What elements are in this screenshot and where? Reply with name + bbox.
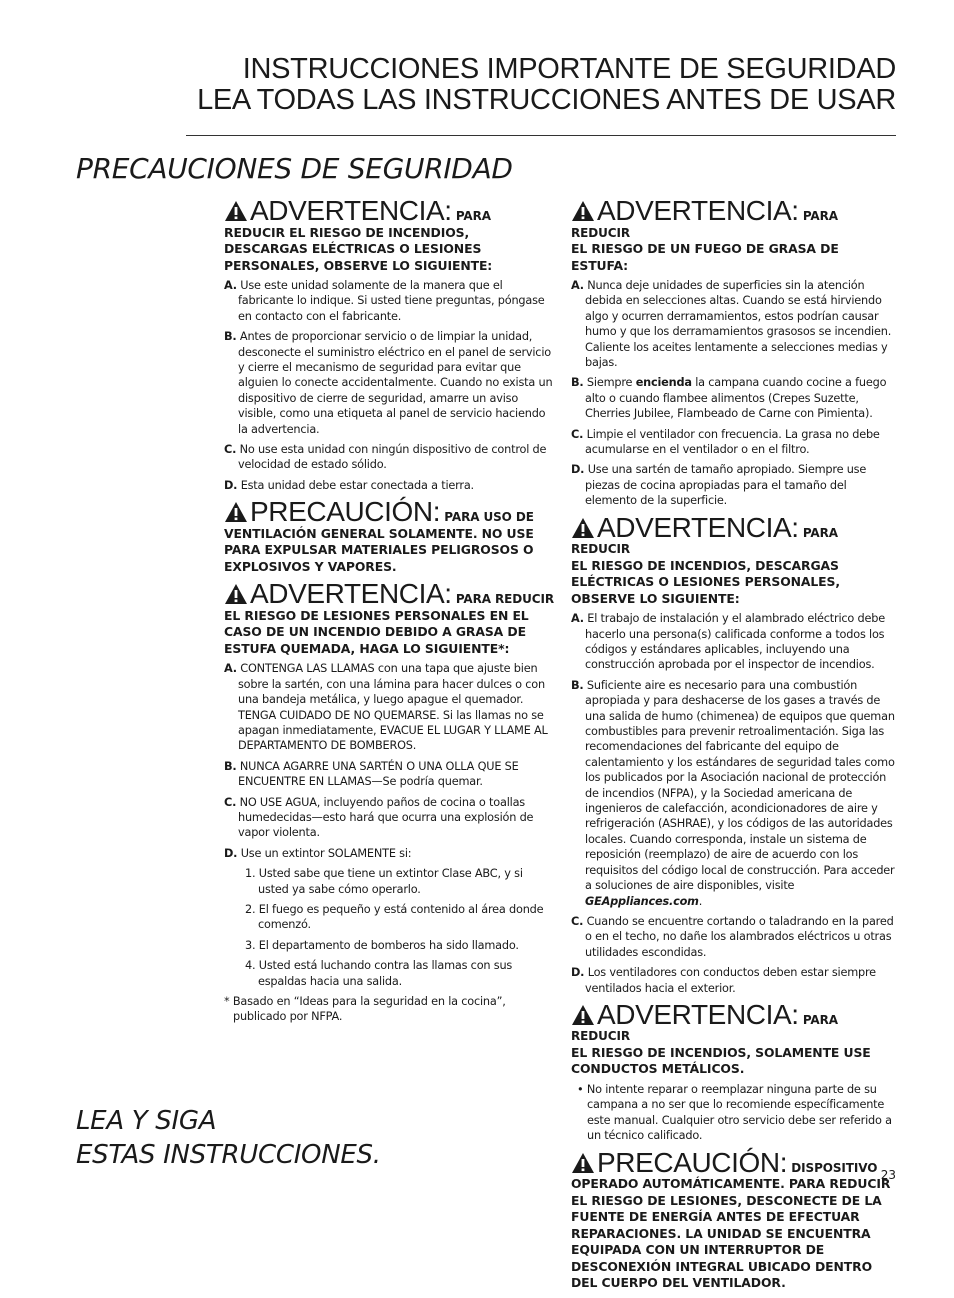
closing-statement [76,1104,381,1172]
warning-title [571,511,898,608]
caution-block [224,496,554,575]
warning-text: EL RIESGO DE INCENDIOS, DESCARGAS ELÉCTRICAS O LESIONES PERSONALES, OBSERVE LO SIGUIENTE: [571,557,840,606]
warning-lead: PARA [455,209,491,223]
list-item: A. El trabajo de instalación y el alambrado eléctrico debe hacerlo una persona(s) calificada conforme a todos los códigos y estándares aplicables, incluyendo una construcción aprobada por el inspector de incendios. [571,612,885,672]
warning-lead: PARA REDUCIR [571,209,838,240]
warning-lead: PARA REDUCIR [455,592,554,607]
warning-block [571,195,898,509]
warning-lead: PARA REDUCIR [571,1012,838,1044]
caution-block [571,1146,898,1292]
right-column [571,195,898,1298]
caution-title [571,1146,898,1292]
list-item: D. Los ventiladores con conductos deben estar siempre ventilados hacia el exterior. [571,966,876,995]
section-title: PRECAUCIONES DE SEGURIDAD [76,152,513,185]
list-item: C. Cuando se encuentre cortando o taladrando en la pared o en el techo, no dañe los alambrados eléctricos u otras utilidades escondidas. [571,914,894,959]
website-link[interactable]: GEAppliances.com [585,894,699,908]
list-item: B. NUNCA AGARRE UNA SARTÉN O UNA OLLA QUE SE ENCUENTRE EN LLAMAS—Se podría quemar. [224,759,519,789]
item-list [571,278,898,509]
warning-heading: ADVERTENCIA: [250,195,452,226]
list-item: A. Nunca deje unidades de superficies sin la atención debida en selecciones altas. Cuando se está hirviendo algo y ocurren derramamientos, estos podrían causar humo y que los derramamientos grasosos se incendien. Caliente los aceites lentamente a selecciones medias y bajas. [571,279,892,370]
warning-triangle-icon [224,583,248,605]
warning-block [224,578,554,1025]
bullet-item: • No intente reparar o reemplazar ninguna parte de su campana a no ser que lo recomiende específicamente este manual. Cualquier otro servicio debe ser referido a un técnico calificado. [577,1082,892,1143]
sub-list-item: 4. Usted está luchando contra las llamas con sus espaldas hacia una salida. [245,959,513,988]
warning-block [224,195,554,493]
warning-heading: ADVERTENCIA: [597,511,799,543]
header-line-2: LEA TODAS LAS INSTRUCCIONES ANTES DE USAR [197,84,896,116]
warning-triangle-icon [571,1004,595,1026]
left-column [224,195,554,1031]
footnote: * Basado en “Ideas para la seguridad en la cocina”, publicado por NFPA. [224,995,506,1024]
warning-text: EL RIESGO DE UN FUEGO DE GRASA DE ESTUFA: [571,241,839,273]
warning-block [571,511,898,996]
page-header [197,54,896,116]
warning-text: EL RIESGO DE LESIONES PERSONALES EN EL CASO DE UN INCENDIO DEBIDO A GRASA DE ESTUFA QUEMADA, HAGA LO SIGUIENTE*: [224,607,529,656]
warning-heading: ADVERTENCIA: [250,578,452,610]
warning-triangle-icon [571,1152,595,1174]
list-item: A. Use este unidad solamente de la manera que el fabricante lo indique. Si usted tiene preguntas, póngase en contacto con el fabricante. [224,279,545,323]
closing-line-2: ESTAS INSTRUCCIONES. [76,1140,381,1170]
list-item: D. Esta unidad debe estar conectada a tierra. [224,478,474,492]
warning-heading: ADVERTENCIA: [597,195,799,226]
caution-heading: PRECAUCIÓN: [250,496,441,528]
warning-triangle-icon [224,501,248,523]
list-item: B. Suficiente aire es necesario para una combustión apropiada y para deshacerse de los gases a través de una salida de humo (chimenea) de equipos que queman combustibles para prevenir retroalimentación. Siga las recomendaciones del fabricante del equipo de calentamiento y los estándares de seguridad tales como los publicados por la Asociación nacional de protección de incendios (NFPA), y la Sociedad americana de ingenieros de calefacción, acondicionadores de aire y refrigeración (ASHRAE), y los códigos de las autoridades locales. Cuando corresponda, instale un sistema de reposición (reemplazo) de aire de acuerdo con los requisitos del código local de construcción. Para acceder a soluciones de aire disponibles, visite GEAppliances.com. [571,678,895,908]
sub-list-item: 3. El departamento de bomberos ha sido llamado. [245,938,519,952]
list-item: B. Siempre encienda la campana cuando cocine a fuego alto o cuando flambee alimentos (Crepes Suzette, Cherries Jubilee, Flambeado de Carne con Pimienta). [571,376,887,421]
caution-title [224,496,554,575]
list-item: A. CONTENGA LAS LLAMAS con una tapa que ajuste bien sobre la sartén, con una lámina para hacer dulces o con una bandeja metálica, y luego apague el quemador. TENGA CUIDADO DE NO QUEMARSE. Si las llamas no se apagan inmediatamente, EVACUE EL LUGAR Y LLAME AL DEPARTAMENTO DE BOMBEROS. [224,662,548,753]
caution-lead: DISPOSITIVO [791,1160,878,1175]
list-item: C. NO USE AGUA, incluyendo paños de cocina o toallas humedecidas—esto hará que ocurra una explosión de vapor violenta. [224,795,534,840]
warning-title [224,578,554,657]
header-line-1: INSTRUCCIONES IMPORTANTE DE SEGURIDAD [242,53,896,85]
caution-lead: PARA USO DE [444,510,534,525]
warning-title [571,195,898,274]
sub-list-item: 1. Usted sabe que tiene un extintor Clase ABC, y si usted ya sabe cómo operarlo. [245,867,523,896]
list-item: C. Limpie el ventilador con frecuencia. La grasa no debe acumularse en el ventilador o en el filtro. [571,427,880,457]
caution-text: OPERADO AUTOMÁTICAMENTE. PARA REDUCIR EL RIESGO DE LESIONES, DESCONECTE DE LA FUENTE DE ENERGÍA ANTES DE EFECTUAR REPARACIONES. LA UNIDAD SE ENCUENTRA EQUIPADA CON UN INTERRUPTOR DE DESCONEXIÓN INTEGRAL UBICADO DENTRO DEL CUERPO DEL VENTILADOR. [571,1176,891,1291]
list-item: C. No use esta unidad con ningún dispositivo de control de velocidad de estado sólido. [224,443,547,472]
item-list [224,661,554,1025]
sub-list-item: 2. El fuego es pequeño y está contenido al área donde comenzó. [245,902,544,932]
warning-triangle-icon [571,517,595,539]
warning-triangle-icon [571,200,595,222]
header-divider [186,135,896,136]
closing-line-1: LEA Y SIGA [76,1106,217,1136]
list-item: D. Use un extintor SOLAMENTE si: [224,846,412,860]
item-list [224,278,554,493]
item-list [571,611,898,996]
item-list [571,1082,898,1144]
list-item: B. Antes de proporcionar servicio o de limpiar la unidad, desconecte el suministro eléctrico en el panel de servicio y cierre el mecanismo de seguridad para evitar que alguien lo conecte accidentalmente. Cuando no exista un dispositivo de cierre de seguridad, amarre un aviso visible, como una etiqueta al panel de servicio haciendo la advertencia. [224,330,553,436]
warning-heading: ADVERTENCIA: [597,998,799,1030]
warning-title [224,195,554,274]
warning-title [571,998,898,1078]
warning-lead: PARA REDUCIR [571,525,838,557]
warning-triangle-icon [224,200,248,222]
list-item: D. Use una sartén de tamaño apropiado. Siempre use piezas de cocina apropiadas para el tamaño del elemento de la superficie. [571,463,867,508]
warning-block [571,998,898,1144]
caution-text: VENTILACIÓN GENERAL SOLAMENTE. NO USE PARA EXPULSAR MATERIALES PELIGROSOS O EXPLOSIVOS Y VAPORES. [224,525,534,574]
warning-text: EL RIESGO DE INCENDIOS, SOLAMENTE USE CONDUCTOS METÁLICOS. [571,1044,871,1077]
warning-text: REDUCIR EL RIESGO DE INCENDIOS, DESCARGAS ELÉCTRICAS O LESIONES PERSONALES, OBSERVE LO SIGUIENTE: [224,224,493,273]
caution-heading: PRECAUCIÓN: [597,1146,788,1178]
page-number: 23 [880,1168,896,1182]
